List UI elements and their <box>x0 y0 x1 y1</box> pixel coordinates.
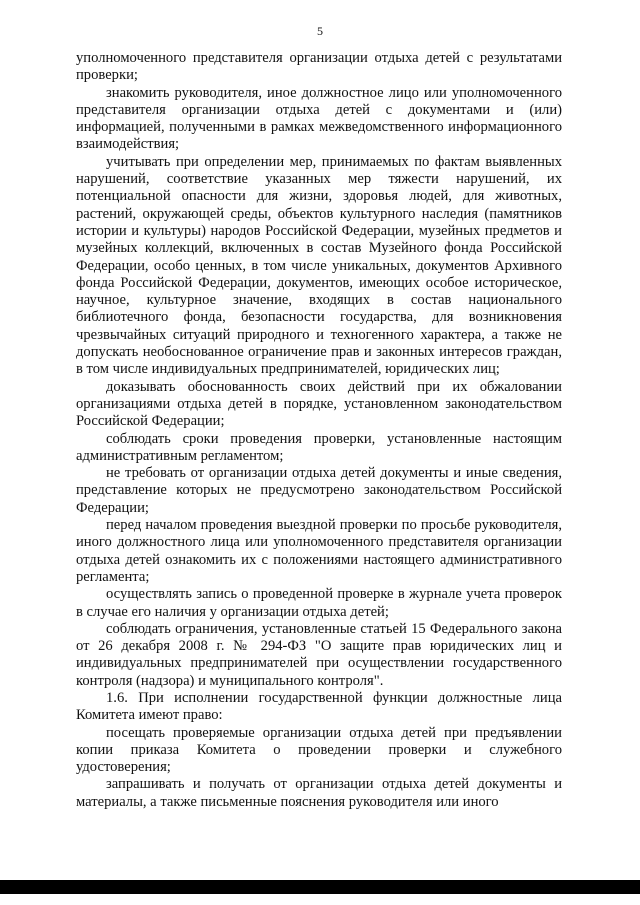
paragraph: перед началом проведения выездной проверки по просьбе руководителя, иного должностного лица или уполномоченного представителя организации отдыха детей ознакомить их с положениями настоящего административного регламента; <box>76 517 562 585</box>
paragraph-continuation: уполномоченного представителя организации отдыха детей с результатами проверки; <box>76 50 562 84</box>
paragraph: соблюдать ограничения, установленные статьей 15 Федерального закона от 26 декабря 2008 г. № 294-ФЗ "О защите прав юридических лиц и индивидуальных предпринимателей при осуществлении государственного контроля (надзора) и муниципального контроля". <box>76 620 562 689</box>
paragraph: не требовать от организации отдыха детей документы и иные сведения, представление которых не предусмотрено законодательством Российской Федерации; <box>76 465 562 516</box>
paragraph: соблюдать сроки проведения проверки, установленные настоящим административным регламентом; <box>76 430 562 464</box>
scan-bottom-bar <box>0 880 640 894</box>
paragraph: доказывать обоснованность своих действий при их обжаловании организациями отдыха детей в порядке, установленном законодательством Российской Федерации; <box>76 378 562 430</box>
page-number: 5 <box>317 24 323 38</box>
paragraph: запрашивать и получать от организации отдыха детей документы и материалы, а также письменные пояснения руководителя или иного <box>76 776 562 810</box>
paragraph: осуществлять запись о проведенной проверке в журнале учета проверок в случае его наличия у организации отдыха детей; <box>76 586 562 620</box>
document-body <box>76 50 562 811</box>
paragraph: посещать проверяемые организации отдыха детей при предъявлении копии приказа Комитета о проведении проверки и служебного удостоверения; <box>76 724 562 776</box>
paragraph: знакомить руководителя, иное должностное лицо или уполномоченного представителя организации отдыха детей с документами и (или) информацией, полученными в рамках межведомственного информационного взаимодействия; <box>76 84 562 153</box>
paragraph: учитывать при определении мер, принимаемых по фактам выявленных нарушений, соответствие указанных мер тяжести нарушений, их потенциальной опасности для жизни, здоровья людей, для животных, растений, окружающей среды, объектов культурного наследия (памятников истории и культуры) народов Российской Федерации, музейных предметов и музейных коллекций, включенных в состав Музейного фонда Российской Федерации, особо ценных, в том числе уникальных, документов Архивного фонда Российской Федерации, документов, имеющих особое историческое, научное, культурное значение, входящих в состав национального библиотечного фонда, безопасности государства, для возникновения чрезвычайных ситуаций природного и техногенного характера, а также не допускать необоснованное ограничение прав и законных интересов граждан, в том числе индивидуальных предпринимателей, юридических лиц; <box>76 153 562 378</box>
section-heading-paragraph: 1.6. При исполнении государственной функции должностные лица Комитета имеют право: <box>76 689 562 724</box>
